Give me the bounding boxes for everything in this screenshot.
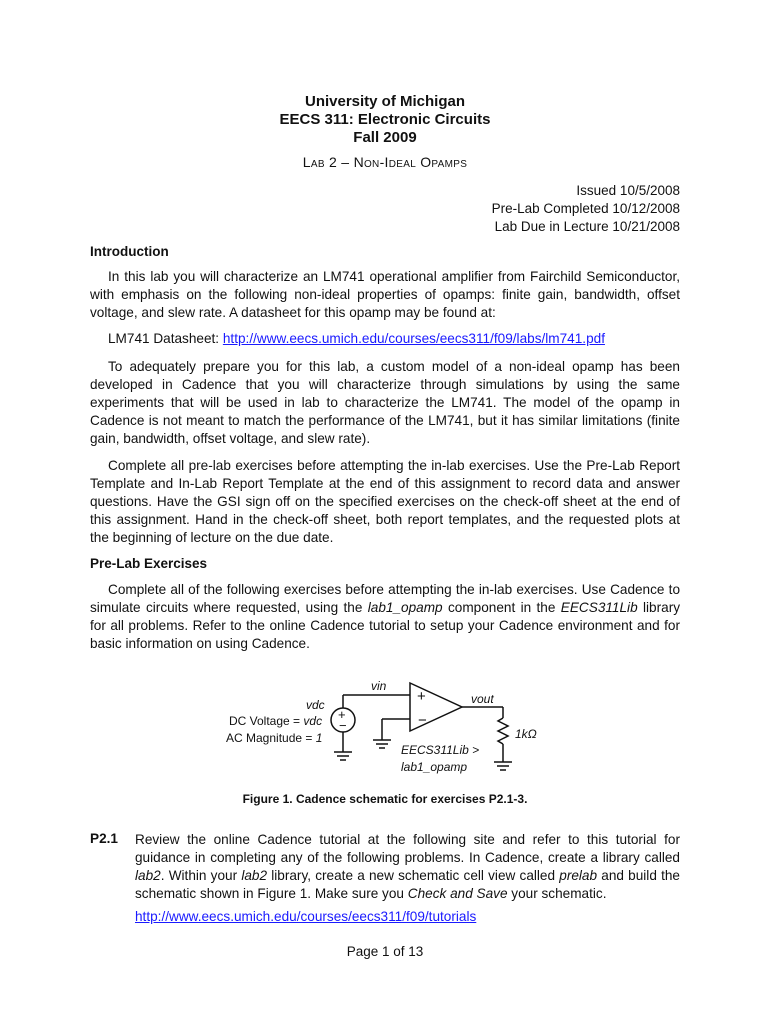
datasheet-label: LM741 Datasheet: — [108, 331, 223, 346]
vout-label: vout — [471, 692, 494, 706]
introduction-heading: Introduction — [90, 244, 169, 259]
dc-voltage-text — [229, 714, 322, 728]
opamp-cell-label: lab1_opamp — [401, 760, 468, 774]
tutorial-link[interactable]: http://www.eecs.umich.edu/courses/eecs311/f09/tutorials — [135, 909, 477, 924]
intro-paragraph-2: To adequately prepare you for this lab, a custom model of a non-ideal opamp has been developed in Cadence that you will characterize through simulations by using the same experiments that will be used in lab to characterize the LM741. The model of the opamp in Cadence is not meant to match the performance of the LM741, but it has similar limitations (finite gain, bandwidth, offset voltage, and slew rate). — [90, 359, 680, 446]
prelab-heading: Pre-Lab Exercises — [90, 556, 208, 571]
vdc-label: vdc — [306, 698, 325, 712]
p21-text-3: library, create a new schematic cell view called — [267, 868, 560, 883]
intro-paragraph-3: Complete all pre-lab exercises before attempting the in-lab exercises. Use the Pre-Lab Report Template and In-Lab Report Template at the end of this assignment to record data and answer questions. Have the GSI sign off on the specified exercises on the check-off sheet at the end of this assignment. Hand in the check-off sheet, both report templates, and the requested plots at the beginning of lecture on the due date. — [90, 458, 680, 545]
cadence-schematic — [0, 670, 770, 785]
prelab-component-name: lab1_opamp — [367, 600, 443, 615]
source-plus-sign: + — [338, 707, 346, 722]
p21-lab2-name: lab2 — [135, 868, 161, 883]
p21-check-and-save: Check and Save — [407, 886, 508, 901]
dc-voltage-label: DC Voltage = — [229, 714, 304, 728]
p21-text-5: your schematic. — [507, 886, 607, 901]
problem-label-p2-1: P2.1 — [90, 831, 118, 846]
intro-paragraph-1: In this lab you will characterize an LM741 operational amplifier from Fairchild Semiconductor, with emphasis on the following non-ideal properties of opamps: finite gain, bandwidth, offset voltage, and slew rate. A datasheet for this opamp may be found at: — [90, 269, 680, 320]
opamp-minus-sign: − — [418, 712, 427, 729]
dc-voltage-value: vdc — [303, 714, 323, 728]
p21-lab2-name-2: lab2 — [241, 868, 268, 883]
datasheet-line — [108, 331, 605, 346]
source-minus-sign: − — [339, 718, 347, 733]
datasheet-link[interactable]: http://www.eecs.umich.edu/courses/eecs311/f09/labs/lm741.pdf — [222, 331, 605, 346]
prelab-library-name: EECS311Lib — [560, 600, 638, 615]
vin-label: vin — [371, 679, 387, 693]
resistor-1k — [498, 718, 508, 744]
page-number: Page 1 of 13 — [346, 944, 424, 959]
figure-caption: Figure 1. Cadence schematic for exercises P2.1-3. — [242, 792, 528, 806]
p21-text-2: . Within your — [160, 868, 242, 883]
course-title: EECS 311: Electronic Circuits — [279, 111, 491, 128]
due-date: Lab Due in Lecture 10/21/2008 — [494, 219, 680, 234]
opamp-lib-label: EECS311Lib > — [401, 743, 480, 757]
lab-title: Lab 2 – Non-Ideal Opamps — [302, 154, 468, 170]
prelab-date: Pre-Lab Completed 10/12/2008 — [491, 201, 680, 216]
ac-magnitude-text — [226, 731, 322, 745]
prelab-paragraph — [90, 581, 680, 653]
term-title: Fall 2009 — [353, 129, 417, 146]
university-title: University of Michigan — [304, 93, 466, 110]
prelab-text-b: component in the — [442, 600, 561, 615]
ac-magnitude-value: 1 — [315, 731, 323, 745]
ac-magnitude-label: AC Magnitude = — [226, 731, 316, 745]
opamp-plus-sign: + — [417, 688, 426, 705]
p21-text-1: Review the online Cadence tutorial at the following site and refer to this tutorial for guidance in completing any of the following problems. In Cadence, create a library called — [135, 832, 680, 865]
prelab-text-a: Complete all of the following exercises before attempting the in-lab exercises. Use Cadence to simulate circuits where requested, using the — [90, 582, 680, 615]
resistor-label: 1kΩ — [515, 727, 537, 741]
problem-body-p2-1 — [135, 831, 680, 903]
issued-date: Issued 10/5/2008 — [576, 183, 680, 198]
date-block — [492, 182, 680, 236]
prelab-text-c: library for all problems. Refer to the online Cadence tutorial to setup your Cadence environment and for basic information on using Cadence. — [90, 600, 681, 651]
p21-text-4: and build the schematic shown in Figure 1. Make sure you — [135, 868, 680, 901]
p21-prelab-name: prelab — [559, 868, 598, 883]
